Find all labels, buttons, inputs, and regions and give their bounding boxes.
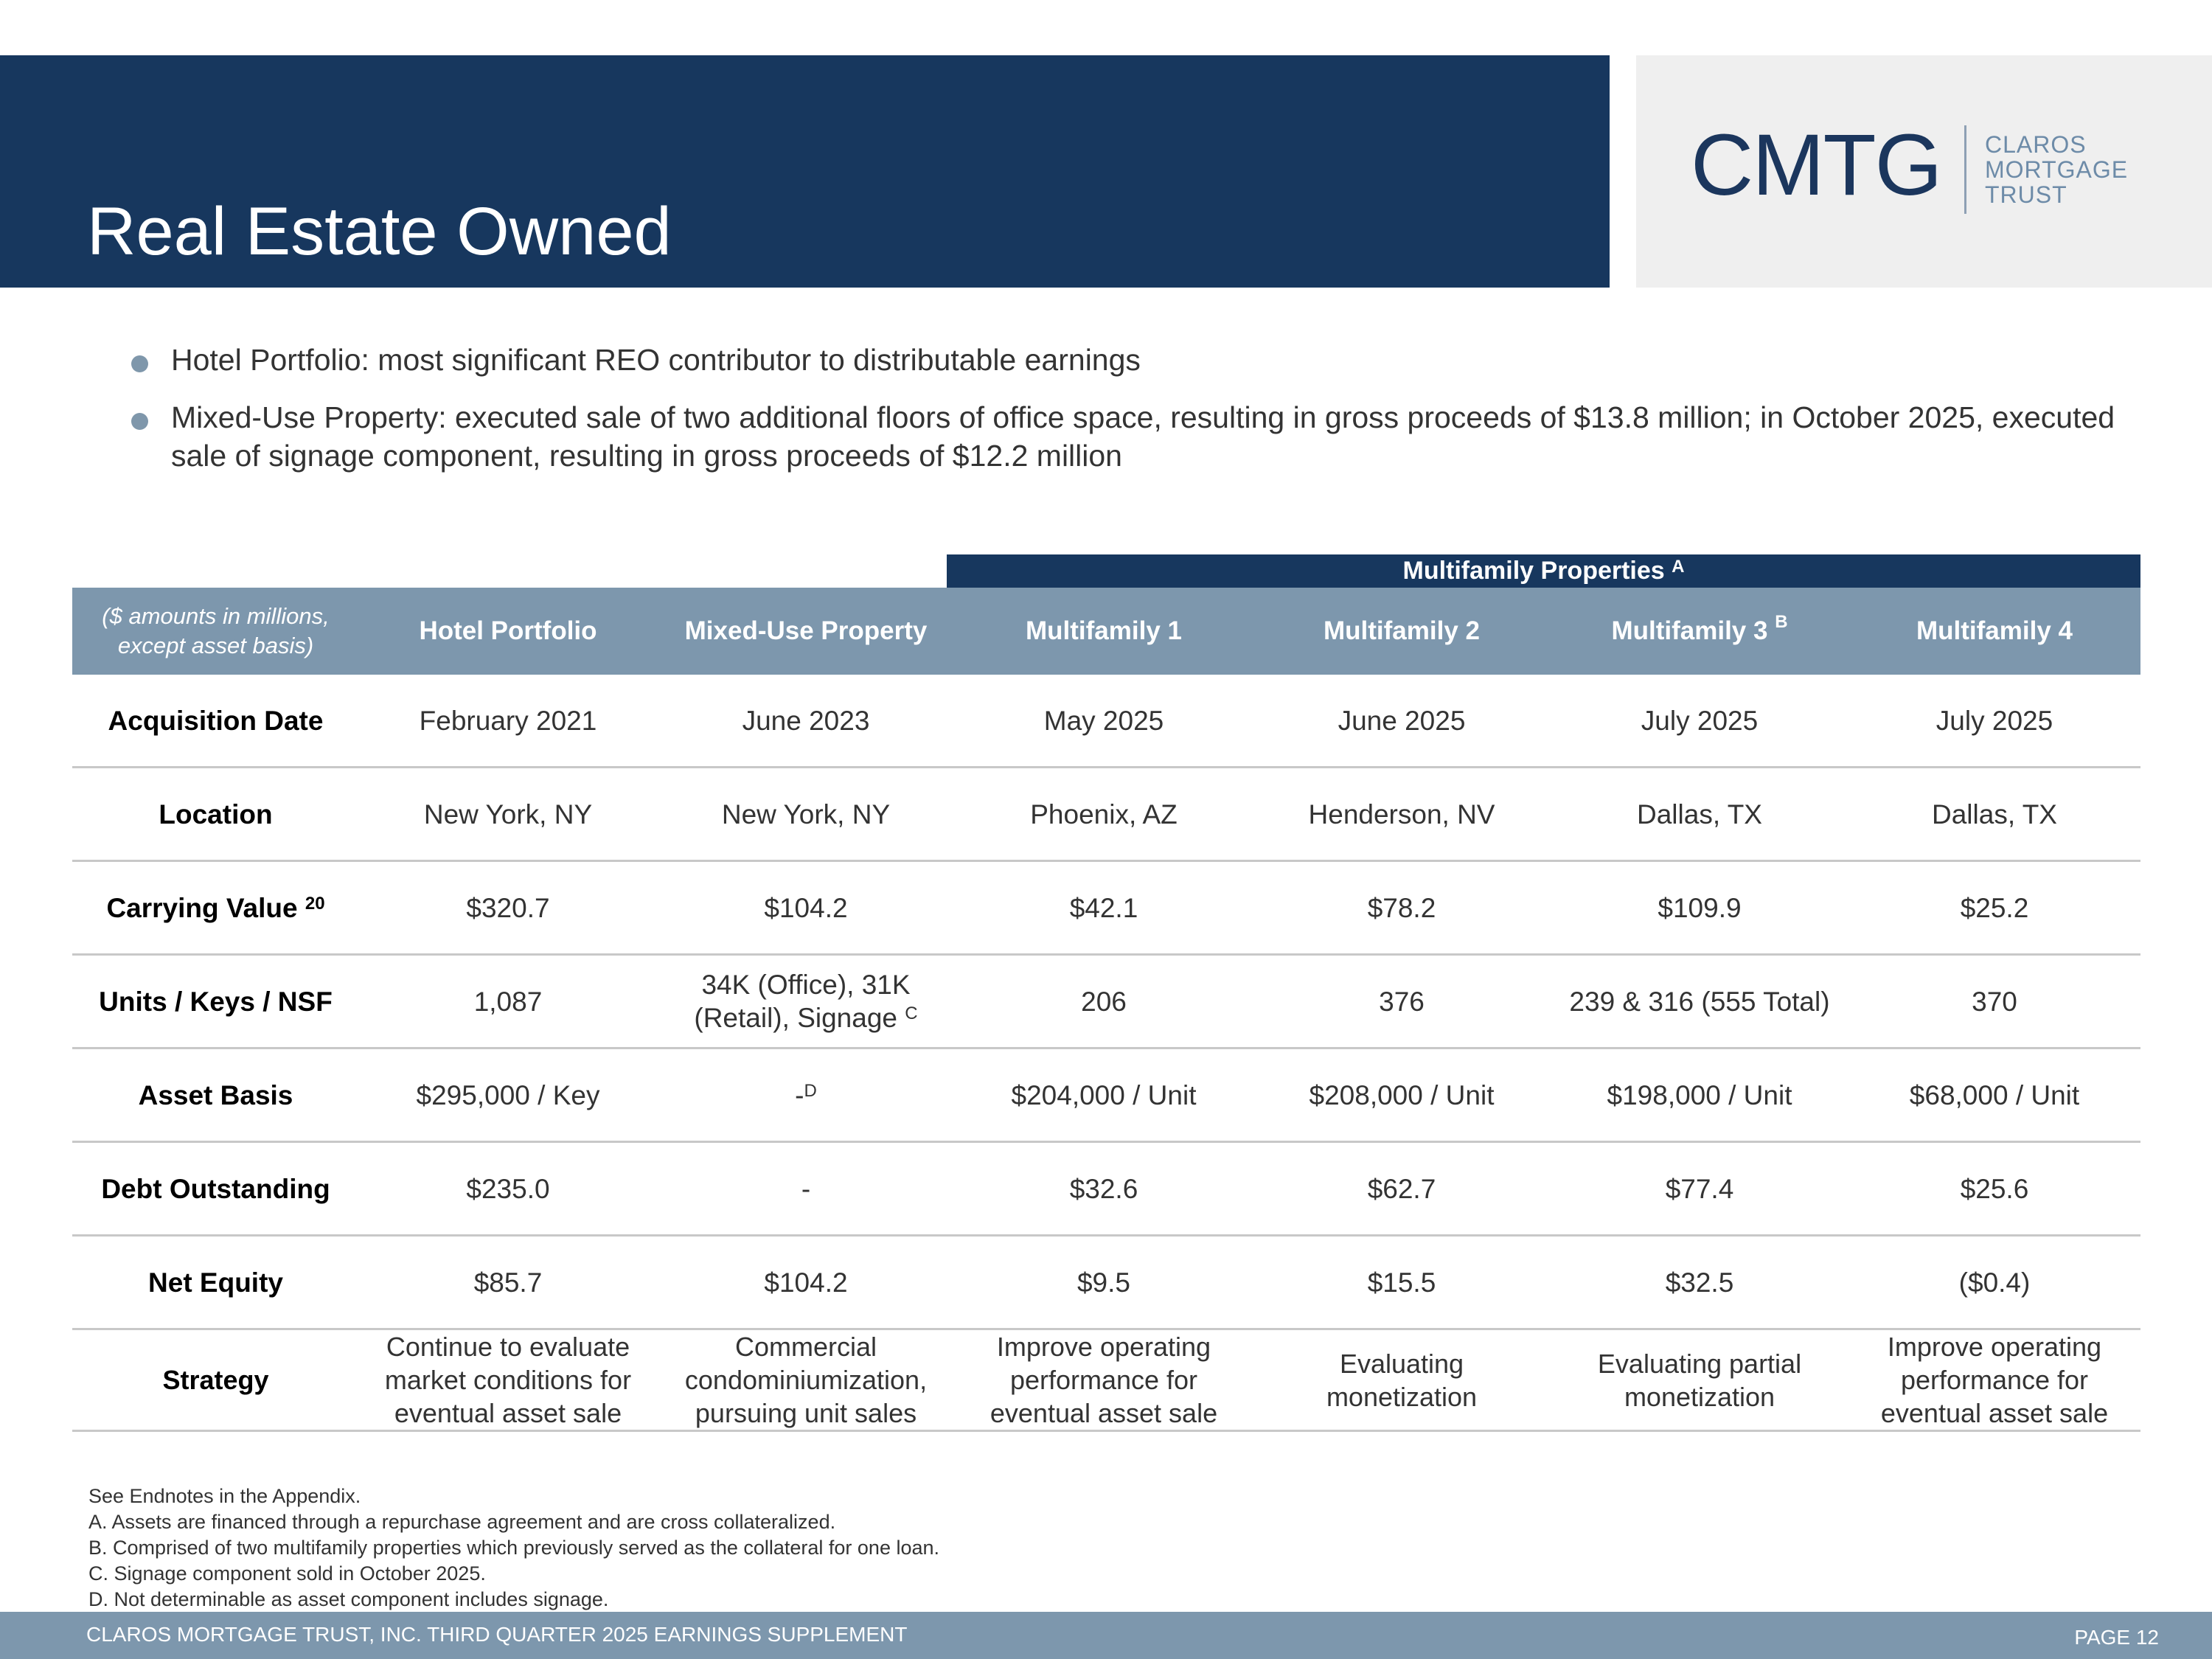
reo-table (72, 588, 2140, 1432)
table-cell: 376 (1253, 955, 1551, 1048)
table-cell: $32.5 (1551, 1236, 1848, 1329)
table-cell: Commercial condominiumization, pursuing unit sales (657, 1329, 955, 1431)
table-cell: 370 (1848, 955, 2140, 1048)
table-cell: May 2025 (955, 675, 1253, 768)
footnote: D. Not determinable as asset component includes signage. (88, 1588, 609, 1610)
row-label: Location (72, 768, 359, 861)
bullet-text: Hotel Portfolio: most significant REO contributor to distributable earnings (171, 343, 1141, 377)
table-cell: Evaluating partial monetization (1551, 1329, 1848, 1431)
logo-text-line1: CLAROS (1985, 131, 2087, 158)
table-cell: -$^D$ (657, 1048, 955, 1142)
table-cell: $25.6 (1848, 1142, 2140, 1236)
table-cell: 34K (Office), 31K (Retail), Signage $^C$ (657, 955, 955, 1048)
table-cell: $77.4 (1551, 1142, 1848, 1236)
table-cell: Improve operating performance for eventual asset sale (1848, 1329, 2140, 1431)
row-label: Debt Outstanding (72, 1142, 359, 1236)
footnote: B. Comprised of two multifamily properties which previously served as the collateral for one loan. (88, 1537, 940, 1559)
table-cell: Evaluating monetization (1253, 1329, 1551, 1431)
logo-text-line2: MORTGAGE (1985, 156, 2129, 183)
logo-mark: CMTG (1691, 116, 1941, 214)
table-cell: $42.1 (955, 861, 1253, 955)
logo-divider (1964, 125, 1966, 214)
column-header: Mixed-Use Property (657, 588, 955, 675)
table-cell: July 2025 (1551, 675, 1848, 768)
table-row (72, 1048, 2140, 1142)
bullet-dot-icon (131, 355, 148, 372)
table-row (72, 861, 2140, 955)
table-cell: Continue to evaluate market conditions for eventual asset sale (359, 1329, 657, 1431)
footnote: See Endnotes in the Appendix. (88, 1485, 361, 1507)
table-cell: $78.2 (1253, 861, 1551, 955)
table-cell: $198,000 / Unit (1551, 1048, 1848, 1142)
group-header-note: A (1672, 557, 1685, 577)
table-cell: 1,087 (359, 955, 657, 1048)
row-label: Units / Keys / NSF (72, 955, 359, 1048)
column-header: Multifamily 3 $^B$ (1551, 588, 1848, 675)
table-cell: New York, NY (359, 768, 657, 861)
table-cell: $104.2 (657, 861, 955, 955)
table-row (72, 1236, 2140, 1329)
table-cell: $295,000 / Key (359, 1048, 657, 1142)
table-cell: Phoenix, AZ (955, 768, 1253, 861)
table-cell: $9.5 (955, 1236, 1253, 1329)
table-row (72, 1329, 2140, 1431)
bullet-item (131, 398, 2137, 475)
row-label: Acquisition Date (72, 675, 359, 768)
table-cell: $62.7 (1253, 1142, 1551, 1236)
table-cell: Dallas, TX (1551, 768, 1848, 861)
row-label: Asset Basis (72, 1048, 359, 1142)
table-cell: $85.7 (359, 1236, 657, 1329)
table-cell: $204,000 / Unit (955, 1048, 1253, 1142)
table-cell: July 2025 (1848, 675, 2140, 768)
table-row (72, 955, 2140, 1048)
table-row (72, 768, 2140, 861)
table-cell: ($0.4) (1848, 1236, 2140, 1329)
column-header: Multifamily 1 (955, 588, 1253, 675)
table-cell: $15.5 (1253, 1236, 1551, 1329)
table-cell: - (657, 1142, 955, 1236)
table-cell: $320.7 (359, 861, 657, 955)
footnotes (88, 1484, 939, 1613)
table-cell: $235.0 (359, 1142, 657, 1236)
table-cell: $32.6 (955, 1142, 1253, 1236)
group-header-label: Multifamily Properties (1402, 557, 1665, 585)
table-cell: Improve operating performance for eventual asset sale (955, 1329, 1253, 1431)
amounts-note: ($ amounts in millions, except asset basis) (72, 588, 359, 675)
table-cell: New York, NY (657, 768, 955, 861)
table-cell: June 2023 (657, 675, 955, 768)
row-label: Strategy (72, 1329, 359, 1431)
bullet-item (131, 341, 2137, 379)
table-cell: $25.2 (1848, 861, 2140, 955)
table-header-row (72, 588, 2140, 675)
table-cell: $208,000 / Unit (1253, 1048, 1551, 1142)
bullet-list (131, 341, 2137, 494)
table-cell: $109.9 (1551, 861, 1848, 955)
footer-text: CLAROS MORTGAGE TRUST, INC. THIRD QUARTER 2025 EARNINGS SUPPLEMENT (86, 1623, 908, 1646)
row-label: Carrying Value $^{20}$ (72, 861, 359, 955)
footnote: A. Assets are financed through a repurchase agreement and are cross collateralized. (88, 1511, 836, 1533)
table-row (72, 1142, 2140, 1236)
multifamily-group-header (947, 554, 2140, 588)
column-header: Multifamily 2 (1253, 588, 1551, 675)
table-cell: Dallas, TX (1848, 768, 2140, 861)
table-cell: 239 & 316 (555 Total) (1551, 955, 1848, 1048)
table-cell: $104.2 (657, 1236, 955, 1329)
table-cell: February 2021 (359, 675, 657, 768)
page-number: PAGE 12 (2074, 1626, 2159, 1649)
table-row (72, 675, 2140, 768)
footnote: C. Signage component sold in October 2025. (88, 1562, 486, 1585)
table-cell: Henderson, NV (1253, 768, 1551, 861)
bullet-dot-icon (131, 413, 148, 430)
column-header: Multifamily 4 (1848, 588, 2140, 675)
table-body (72, 675, 2140, 1431)
logo-text-line3: TRUST (1985, 181, 2067, 208)
table-cell: $68,000 / Unit (1848, 1048, 2140, 1142)
bullet-text: Mixed-Use Property: executed sale of two additional floors of office space, resulting in gross proceeds of $13.8 million; in October 2025, executed sale of signage component, resulting in gross proceeds of $12.2 million (171, 400, 2115, 473)
row-label: Net Equity (72, 1236, 359, 1329)
column-header: Hotel Portfolio (359, 588, 657, 675)
table-cell: 206 (955, 955, 1253, 1048)
table-cell: June 2025 (1253, 675, 1551, 768)
page-title: Real Estate Owned (87, 194, 672, 269)
